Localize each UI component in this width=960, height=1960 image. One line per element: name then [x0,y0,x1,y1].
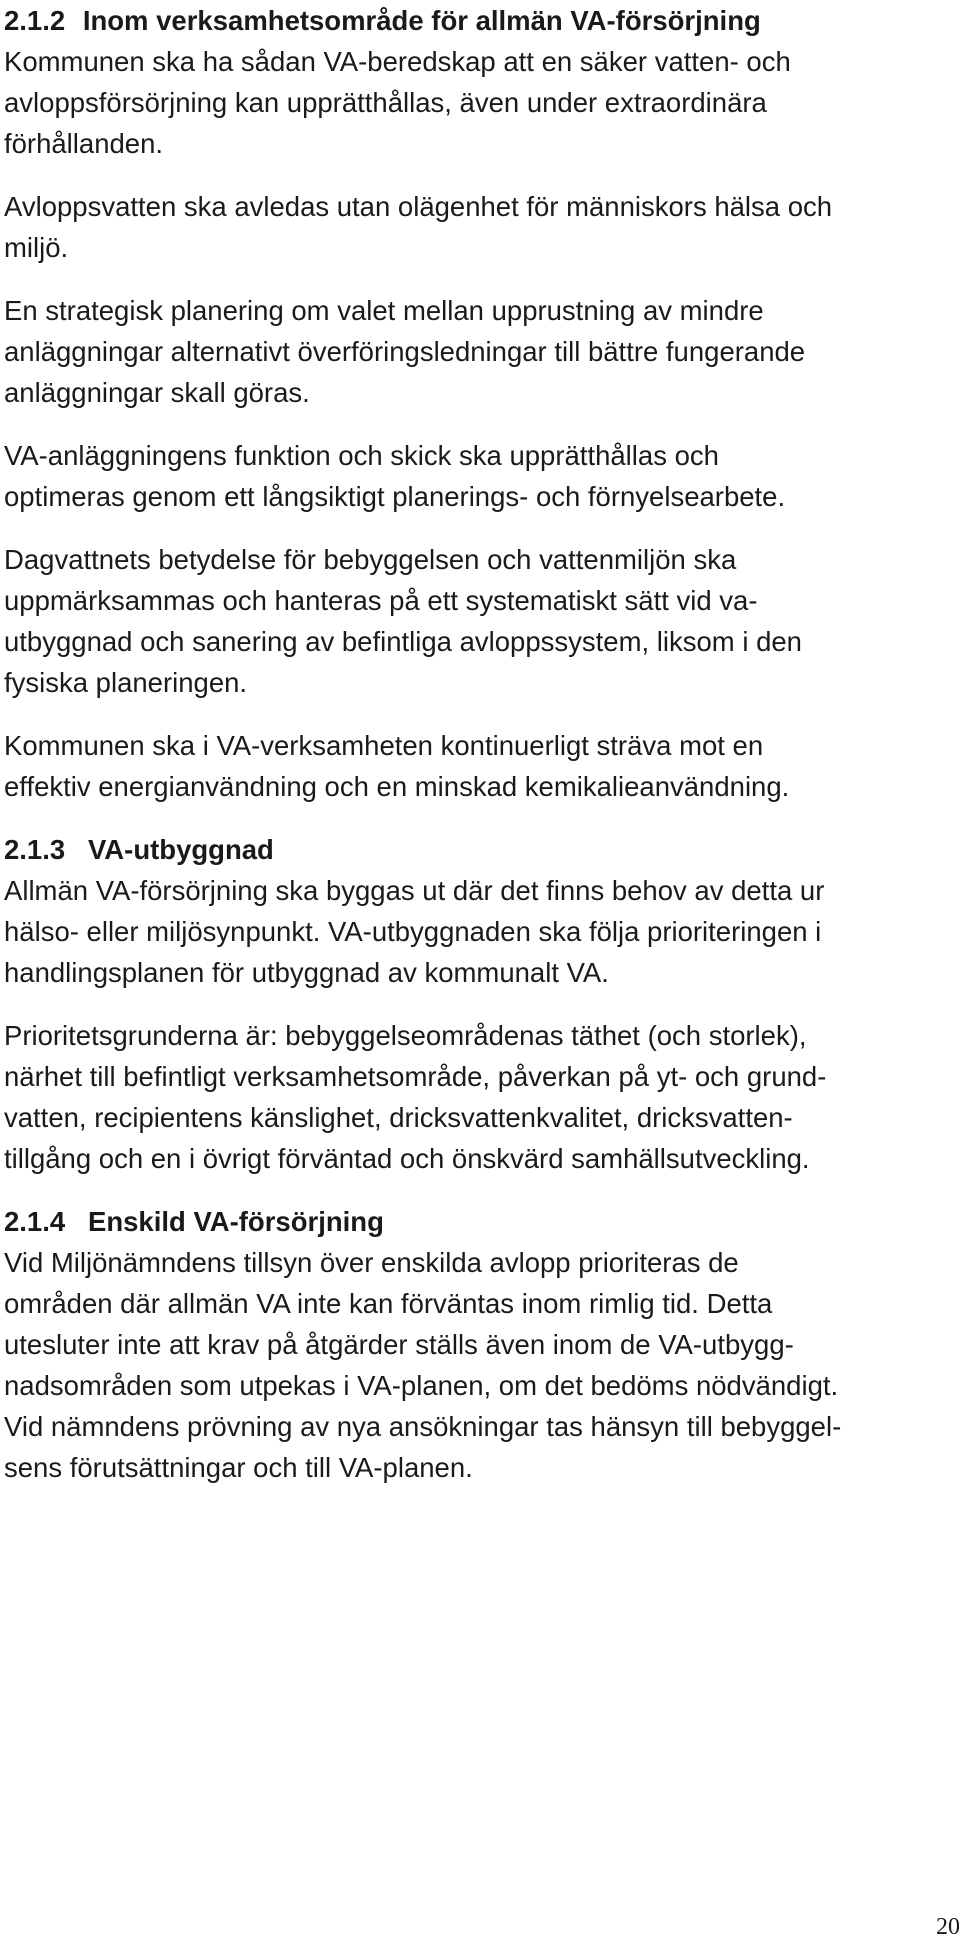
text-line: Vid nämndens prövning av nya ansökningar tas hänsyn till bebyggel- [4,1411,842,1442]
document-body [4,0,954,1510]
text-line: områden där allmän VA inte kan förväntas inom rimlig tid. Detta [4,1288,773,1319]
text-line: närhet till befintligt verksamhetsområde, påverkan på yt- och grund- [4,1061,827,1092]
text-line: Allmän VA-försörjning ska byggas ut där det finns behov av detta ur [4,875,825,906]
text-line: Kommunen ska ha sådan VA-beredskap att en säker vatten- och [4,46,791,77]
paragraph [4,41,954,164]
section-number: 2.1.4 [4,1206,66,1237]
paragraph [4,290,954,413]
text-line: utbyggnad och sanering av befintliga avloppssystem, liksom i den [4,626,802,657]
section-title: Enskild VA-försörjning [88,1206,384,1237]
section-2-1-2 [4,0,954,807]
paragraph [4,539,954,703]
text-line: vatten, recipientens känslighet, dricksvattenkvalitet, dricksvatten- [4,1102,793,1133]
text-line: avloppsförsörjning kan upprätthållas, även under extraordinära [4,87,767,118]
section-heading [4,1201,954,1242]
section-2-1-3 [4,829,954,1179]
text-line: fysiska planeringen. [4,667,248,698]
paragraph [4,1015,954,1179]
text-line: miljö. [4,232,69,263]
text-line: VA-anläggningens funktion och skick ska upprätthållas och [4,440,719,471]
section-number: 2.1.2 [4,5,66,36]
paragraph [4,435,954,517]
text-line: hälso- eller miljösynpunkt. VA-utbyggnaden ska följa prioriteringen i [4,916,822,947]
text-line: Prioritetsgrunderna är: bebyggelseområdenas täthet (och storlek), [4,1020,807,1051]
text-line: utesluter inte att krav på åtgärder ställs även inom de VA-utbygg- [4,1329,794,1360]
section-title: Inom verksamhetsområde för allmän VA-försörjning [82,5,761,36]
text-line: Vid Miljönämndens tillsyn över enskilda avlopp prioriteras de [4,1247,739,1278]
section-title: VA-utbyggnad [88,834,274,865]
text-line: Dagvattnets betydelse för bebyggelsen och vattenmiljön ska [4,544,737,575]
page-number: 20 [936,1914,960,1940]
section-number: 2.1.3 [4,834,66,865]
paragraph [4,870,954,993]
section-2-1-4 [4,1201,954,1488]
text-line: uppmärksammas och hanteras på ett systematiskt sätt vid va- [4,585,758,616]
text-line: optimeras genom ett långsiktigt planerings- och förnyelsearbete. [4,481,786,512]
text-line: anläggningar alternativt överföringsledningar till bättre fungerande [4,336,806,367]
text-line: handlingsplanen för utbyggnad av kommunalt VA. [4,957,609,988]
text-line: effektiv energianvändning och en minskad kemikalieanvändning. [4,771,790,802]
text-line: förhållanden. [4,128,164,159]
paragraph [4,186,954,268]
text-line: tillgång och en i övrigt förväntad och önskvärd samhällsutveckling. [4,1143,810,1174]
text-line: Avloppsvatten ska avledas utan olägenhet för människors hälsa och [4,191,833,222]
paragraph [4,725,954,807]
paragraph [4,1242,954,1488]
section-heading [4,829,954,870]
text-line: nadsområden som utpekas i VA-planen, om det bedöms nödvändigt. [4,1370,839,1401]
section-heading [4,0,954,41]
text-line: En strategisk planering om valet mellan upprustning av mindre [4,295,764,326]
text-line: Kommunen ska i VA-verksamheten kontinuerligt sträva mot en [4,730,764,761]
text-line: anläggningar skall göras. [4,377,310,408]
text-line: sens förutsättningar och till VA-planen. [4,1452,473,1483]
